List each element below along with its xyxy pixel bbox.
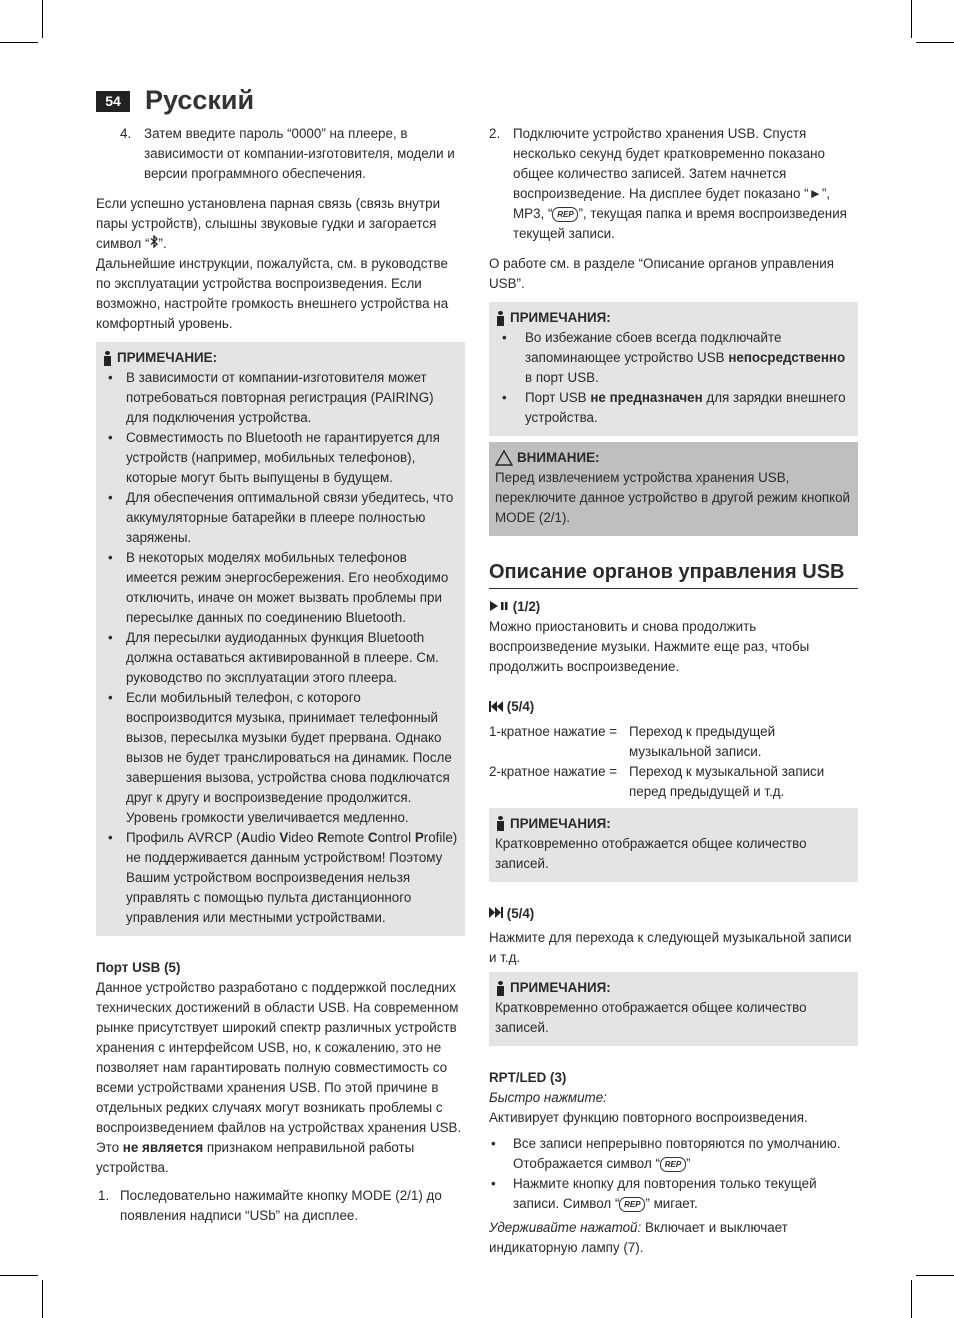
note-text: Во избежание сбоев всегда подключайте запоминающее устройство USB (525, 330, 782, 365)
list-item (102, 368, 459, 428)
play-pause-text: Можно приостановить и снова продолжить воспроизведение музыки. Нажмите еще раз, чтобы продолжить воспроизведение. (489, 619, 810, 675)
left-column (96, 124, 465, 1226)
note-list (102, 368, 459, 928)
next-label: (5/4) (506, 905, 535, 921)
rpt-item-text: ” мигает. (645, 1196, 698, 1212)
usb-text-bold: не является (122, 1140, 204, 1156)
list-item (102, 688, 459, 828)
press-count: 2-кратное нажатие = (489, 763, 618, 779)
rpt-list (489, 1134, 858, 1214)
avrcp-letter: R (317, 830, 327, 846)
hold-label: Удерживайте нажатой: (489, 1220, 642, 1236)
avrcp-letter: P (414, 830, 424, 846)
step-number: 4. (120, 126, 132, 141)
note-text: Если мобильный телефон, с которого воспроизводится музыка, принимает телефонный вызов, пересылка музыки будет прервана. Однако вызов не будет транслироваться на динамик. После завершения вызова, устройства снова подключатся друг к другу и воспроизведение продолжится. Уровень громкости увеличивается медленно. (126, 690, 452, 826)
note-heading (495, 814, 852, 834)
page-title: Русский (145, 85, 255, 115)
warning-icon (495, 450, 513, 466)
note-text: В зависимости от компании-изготовителя может потребоваться повторная регистрация (PAIRING) для подключения устройства. (126, 370, 434, 426)
list-item (489, 1134, 858, 1174)
pairing-text: Если успешно установлена парная связь (связь внутри пары устройств), слышны звуковые гудки и загорается символ “ (96, 196, 441, 251)
next-text: Нажмите для перехода к следующей музыкальной записи и т.д. (489, 930, 852, 966)
bullet: • (108, 690, 113, 706)
note-text: В некоторых моделях мобильных телефонов имеется режим энергосбережения. Его необходимо отключить, иначе он может вызвать проблемы при пересылке данных по соединению Bluetooth. (126, 550, 449, 626)
repeat-icon: REP (619, 1197, 645, 1212)
step-text: ”, MP3, “ (513, 186, 831, 221)
note-box (96, 342, 465, 936)
avrcp-text: ideo (288, 830, 318, 846)
step-2 (489, 124, 858, 244)
note-title: ПРИМЕЧАНИЯ: (510, 310, 611, 325)
list-item (489, 1174, 858, 1214)
crop-mark (911, 0, 912, 38)
bullet: • (108, 830, 113, 846)
note-text: Кратковременно отображается общее количество записей. (495, 1000, 807, 1036)
previous-heading (489, 697, 858, 717)
press-count: 1-кратное нажатие = (489, 723, 618, 739)
note-box (489, 808, 858, 882)
note-text-bold: непосредственно (728, 350, 846, 365)
step-number: 2. (489, 126, 501, 141)
list-item (102, 428, 459, 488)
next-heading (489, 904, 858, 924)
note-heading (495, 978, 852, 998)
rpt-text: Активирует функцию повторного воспроизведения. (489, 1110, 808, 1126)
crop-mark (42, 1280, 43, 1318)
step-text: ”, текущая папка и время воспроизведения текущей записи. (513, 206, 847, 241)
right-column (489, 124, 858, 1258)
bullet: • (108, 630, 113, 646)
list-item-avrcp (102, 828, 459, 928)
note-text: Для обеспечения оптимальной связи убедитесь, что аккумуляторные батарейки в плеере полностью заряжены. (126, 490, 454, 546)
bullet: • (108, 370, 113, 386)
bullet: • (491, 1136, 496, 1152)
avrcp-letter: C (367, 830, 378, 846)
avrcp-text: Профиль AVRCP ( (126, 830, 241, 846)
pairing-paragraph (96, 194, 465, 254)
instructions-paragraph: Дальнейшие инструкции, пожалуйста, см. в руководстве по эксплуатации устройства воспроизведения. Если возможно, настройте громкость внешнего устройства на комфортный уровень. (96, 256, 449, 332)
note-heading (102, 348, 459, 368)
page-number: 54 (96, 91, 130, 112)
reference-paragraph: О работе см. в разделе “Описание органов управления USB”. (489, 256, 834, 291)
note-title: ПРИМЕЧАНИЯ: (510, 980, 611, 996)
note-list (495, 328, 852, 428)
bullet: • (108, 550, 113, 566)
list-item (495, 328, 852, 388)
hold-text: Включает и выключает индикаторную лампу (7). (489, 1220, 788, 1256)
info-icon (495, 981, 506, 996)
bullet: • (108, 430, 113, 446)
avrcp-text: не поддерживается данным устройством! Поэтому Вашим устройством воспроизведения нельзя управлять с помощью пульта дистанционного управления или местными устройствами. (126, 850, 443, 926)
avrcp-text: emote (326, 830, 368, 846)
usb-port-paragraph (96, 978, 465, 1178)
pairing-text-end: ”. (158, 236, 167, 251)
crop-mark (0, 42, 38, 43)
note-title: ПРИМЕЧАНИЯ: (510, 815, 611, 831)
bullet: • (491, 1176, 496, 1192)
avrcp-letter: A (240, 830, 251, 846)
crop-mark (911, 1280, 912, 1318)
press-action: Переход к предыдущей музыкальной записи. (629, 723, 776, 759)
play-icon: ► (808, 186, 822, 201)
previous-icon (489, 698, 503, 718)
step-text: Подключите устройство хранения USB. Спустя несколько секунд будет кратковременно показано общее количество записей. Затем начнется воспроизведение. На дисплее будет показано “ (513, 126, 825, 201)
usb-port-heading: Порт USB (5) (96, 960, 181, 976)
note-text: Совместимость по Bluetooth не гарантируется для устройств (например, мобильных телефонов), которые могут быть выпущены в будущем. (126, 430, 440, 486)
usb-text: Данное устройство разработано с поддержкой последних технических достижений в области USB. На современном рынке присутствует широкий спектр различных устройств хранения с интерфейсом USB, но, к сожалению, это не позволяет нам гарантировать полную совместимость со всеми устройствами хранения USB. По этой причине в отдельных редких случаях могут возникать проблемы с воспроизведением файлов на устройствах хранения USB. Это (96, 980, 462, 1156)
info-icon (495, 311, 506, 326)
crop-mark (42, 0, 43, 38)
list-item (102, 488, 459, 548)
table-row (489, 722, 858, 762)
step-text: Затем введите пароль “0000” на плеере, в зависимости от компании-изготовителя, модели и версии программного обеспечения. (144, 126, 455, 181)
note-text: Для пересылки аудиоданных функция Bluetooth должна оставаться активированной в плеере. См. руководство по эксплуатации этого плеера. (126, 630, 439, 686)
step-text: Последовательно нажимайте кнопку MODE (2/1) до появления надписи “USb” на дисплее. (120, 1188, 442, 1224)
list-item (102, 548, 459, 628)
bullet: • (502, 330, 507, 345)
note-text-bold: не предназначен (590, 390, 703, 405)
rpt-led-heading: RPT/LED (3) (489, 1070, 567, 1086)
previous-label: (5/4) (506, 699, 535, 715)
note-text: Кратковременно отображается общее количество записей. (495, 835, 807, 871)
repeat-icon: REP (552, 207, 578, 222)
note-text: для зарядки внешнего устройства. (525, 390, 846, 425)
list-item (495, 388, 852, 428)
note-box (489, 302, 858, 436)
note-box (489, 972, 858, 1046)
table-row (489, 762, 858, 802)
press-action: Переход к музыкальной записи перед предыдущей и т.д. (629, 763, 825, 799)
rpt-item-text: Все записи непрерывно повторяются по умолчанию. Отображается символ “ (513, 1136, 841, 1172)
section-heading: Описание органов управления USB (489, 558, 858, 589)
bluetooth-icon (150, 234, 159, 254)
bullet: • (108, 490, 113, 506)
avrcp-letter: V (279, 830, 289, 846)
rpt-short-press: Быстро нажмите: (489, 1090, 607, 1106)
crop-mark (0, 1275, 38, 1276)
note-title: ПРИМЕЧАНИЕ: (117, 350, 218, 366)
crop-mark (916, 1275, 954, 1276)
step-1 (96, 1186, 465, 1226)
avrcp-text: rofile) (423, 830, 458, 846)
warning-title: ВНИМАНИЕ: (517, 450, 600, 465)
avrcp-text: ontrol (377, 830, 415, 846)
hold-paragraph (489, 1218, 858, 1258)
info-icon (102, 351, 113, 366)
warning-heading (495, 448, 852, 468)
usb-text: признаком неправильной работы устройства. (96, 1140, 415, 1176)
play-pause-icon (489, 597, 509, 617)
note-text: в порт USB. (525, 370, 599, 385)
next-icon (489, 904, 503, 924)
warning-box (489, 442, 858, 536)
note-heading (495, 308, 852, 328)
warning-text: Перед извлечением устройства хранения USB, переключите данное устройство в другой режим кнопкой MODE (2/1). (495, 470, 851, 525)
step-4 (96, 124, 465, 184)
rpt-item-text: ” (685, 1156, 691, 1172)
step-number: 1. (98, 1188, 110, 1204)
play-pause-heading (489, 597, 858, 617)
play-pause-label: (1/2) (512, 599, 541, 614)
bullet: • (502, 390, 507, 405)
note-text: Порт USB (525, 390, 591, 405)
avrcp-text: udio (250, 830, 280, 846)
list-item (102, 628, 459, 688)
repeat-icon: REP (660, 1157, 686, 1172)
crop-mark (916, 42, 954, 43)
info-icon (495, 816, 506, 831)
rpt-item-text: Нажмите кнопку для повторения только текущей записи. Символ “ (513, 1176, 817, 1212)
